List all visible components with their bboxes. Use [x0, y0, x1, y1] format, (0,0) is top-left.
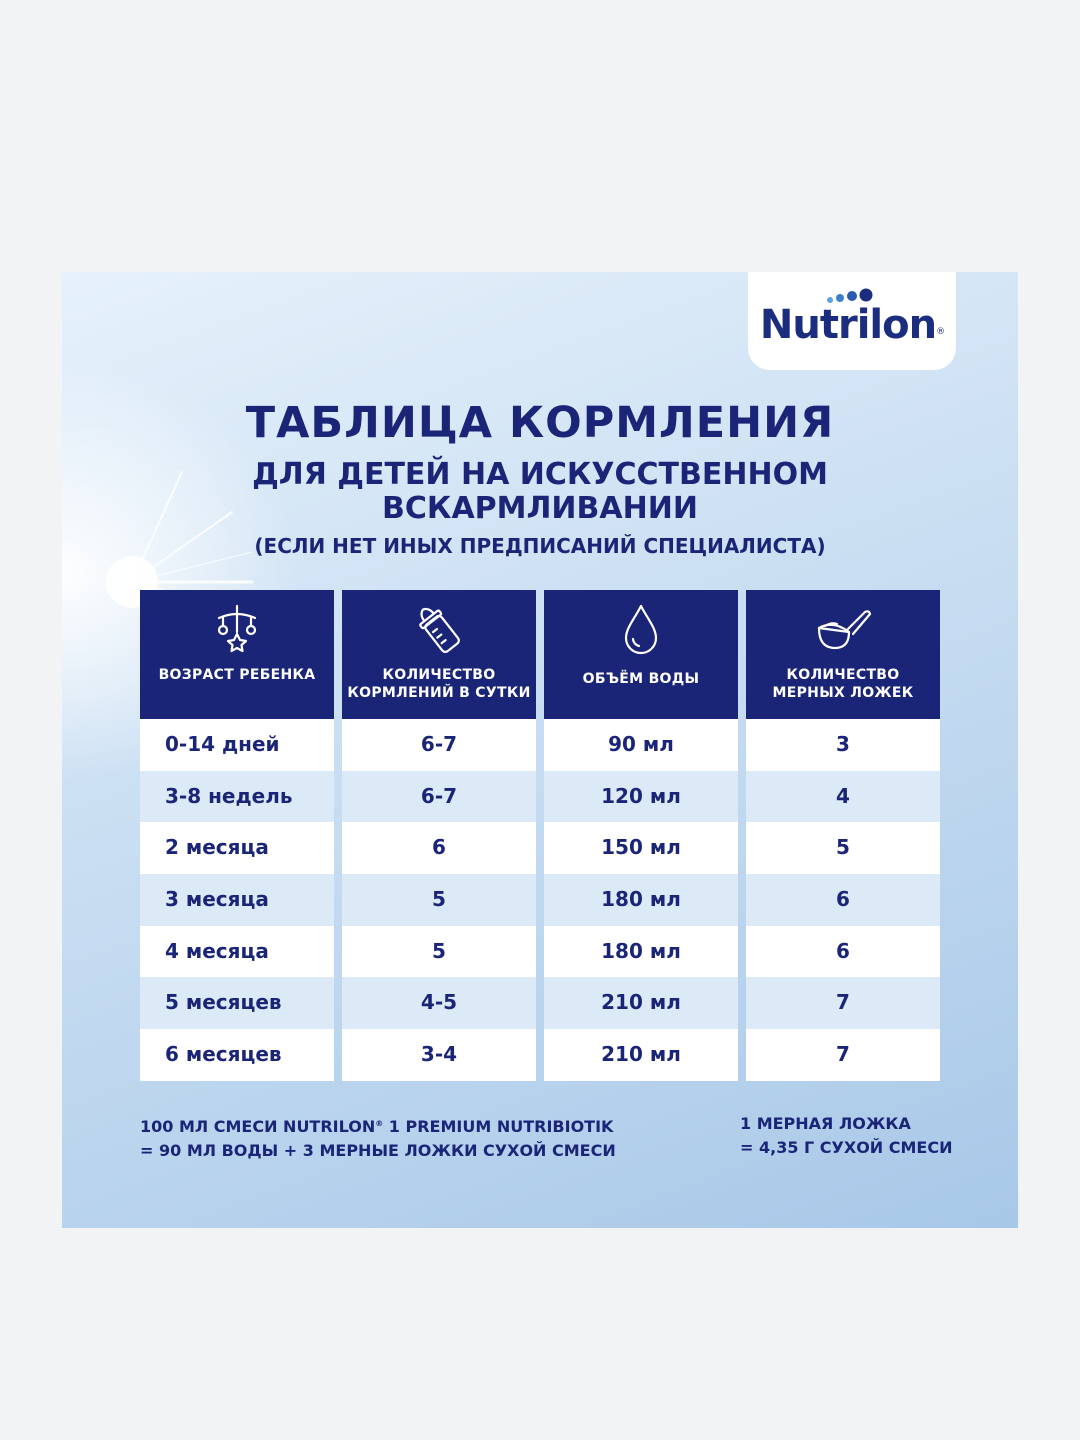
- table-cell: 3-4: [342, 1029, 536, 1081]
- water-drop-icon: [611, 602, 671, 656]
- column-header-age: [140, 590, 334, 719]
- column-header-spoons-line1: КОЛИЧЕСТВО: [786, 667, 900, 683]
- table-cell: 5: [342, 926, 536, 978]
- table-cell: 90 мл: [544, 719, 738, 771]
- table-cell: 210 мл: [544, 977, 738, 1029]
- table-cell: 210 мл: [544, 1029, 738, 1081]
- table-cell: 4-5: [342, 977, 536, 1029]
- table-cell: 6: [342, 822, 536, 874]
- column-water: [544, 590, 738, 1087]
- mixture-footnote: 100 МЛ СМЕСИ NUTRILON® 1 PREMIUM NUTRIBIOTIK = 90 МЛ ВОДЫ + 3 МЕРНЫЕ ЛОЖКИ СУХОЙ СМЕСИ: [140, 1117, 616, 1160]
- nutrilon-logo: [748, 272, 956, 370]
- subtitle-line-2: ВСКАРМЛИВАНИИ: [382, 491, 698, 526]
- column-age: [140, 590, 334, 1087]
- table-cell: 5 месяцев: [140, 977, 334, 1029]
- table-cell: 6: [746, 874, 940, 926]
- column-header-feedings-line1: КОЛИЧЕСТВО: [382, 667, 496, 683]
- table-cell: 3-8 недель: [140, 771, 334, 823]
- column-spoons: [746, 590, 940, 1087]
- table-cell: 3 месяца: [140, 874, 334, 926]
- feeding-table: [140, 590, 940, 1087]
- column-header-spoons-line2: МЕРНЫХ ЛОЖЕК: [772, 685, 914, 701]
- table-cell: 150 мл: [544, 822, 738, 874]
- column-header-age-label: ВОЗРАСТ РЕБЕНКА: [158, 667, 316, 683]
- logo-wordmark: Nutrilon®: [759, 302, 945, 348]
- table-cell: 6-7: [342, 771, 536, 823]
- table-cell: 120 мл: [544, 771, 738, 823]
- specialist-note: (ЕСЛИ НЕТ ИНЫХ ПРЕДПИСАНИЙ СПЕЦИАЛИСТА): [254, 534, 826, 558]
- spoon-footnote: 1 МЕРНАЯ ЛОЖКА = 4,35 Г СУХОЙ СМЕСИ: [740, 1114, 953, 1157]
- column-header-feedings: [342, 590, 536, 719]
- column-header-feedings-line2: КОРМЛЕНИЙ В СУТКИ: [347, 685, 531, 701]
- table-cell: 5: [342, 874, 536, 926]
- column-header-water: [544, 590, 738, 719]
- table-cell: 180 мл: [544, 874, 738, 926]
- table-cell: 4: [746, 771, 940, 823]
- measuring-spoon-icon: [813, 602, 873, 656]
- table-cell: 3: [746, 719, 940, 771]
- table-cell: 0-14 дней: [140, 719, 334, 771]
- page-subtitle: [62, 458, 1018, 526]
- table-cell: 4 месяца: [140, 926, 334, 978]
- table-cell: 7: [746, 977, 940, 1029]
- baby-mobile-icon: [207, 602, 267, 656]
- table-cell: 7: [746, 1029, 940, 1081]
- subtitle-line-1: ДЛЯ ДЕТЕЙ НА ИСКУССТВЕННОМ: [252, 457, 828, 492]
- page-title: ТАБЛИЦА КОРМЛЕНИЯ: [245, 398, 835, 448]
- column-header-water-label: ОБЪЁМ ВОДЫ: [582, 671, 700, 687]
- table-cell: 6 месяцев: [140, 1029, 334, 1081]
- feeding-table-card: [62, 272, 1018, 1228]
- table-cell: 2 месяца: [140, 822, 334, 874]
- table-cell: 6: [746, 926, 940, 978]
- table-cell: 6-7: [342, 719, 536, 771]
- table-cell: 5: [746, 822, 940, 874]
- column-feedings: [342, 590, 536, 1087]
- baby-bottle-icon: [409, 602, 469, 656]
- table-cell: 180 мл: [544, 926, 738, 978]
- column-header-spoons: [746, 590, 940, 719]
